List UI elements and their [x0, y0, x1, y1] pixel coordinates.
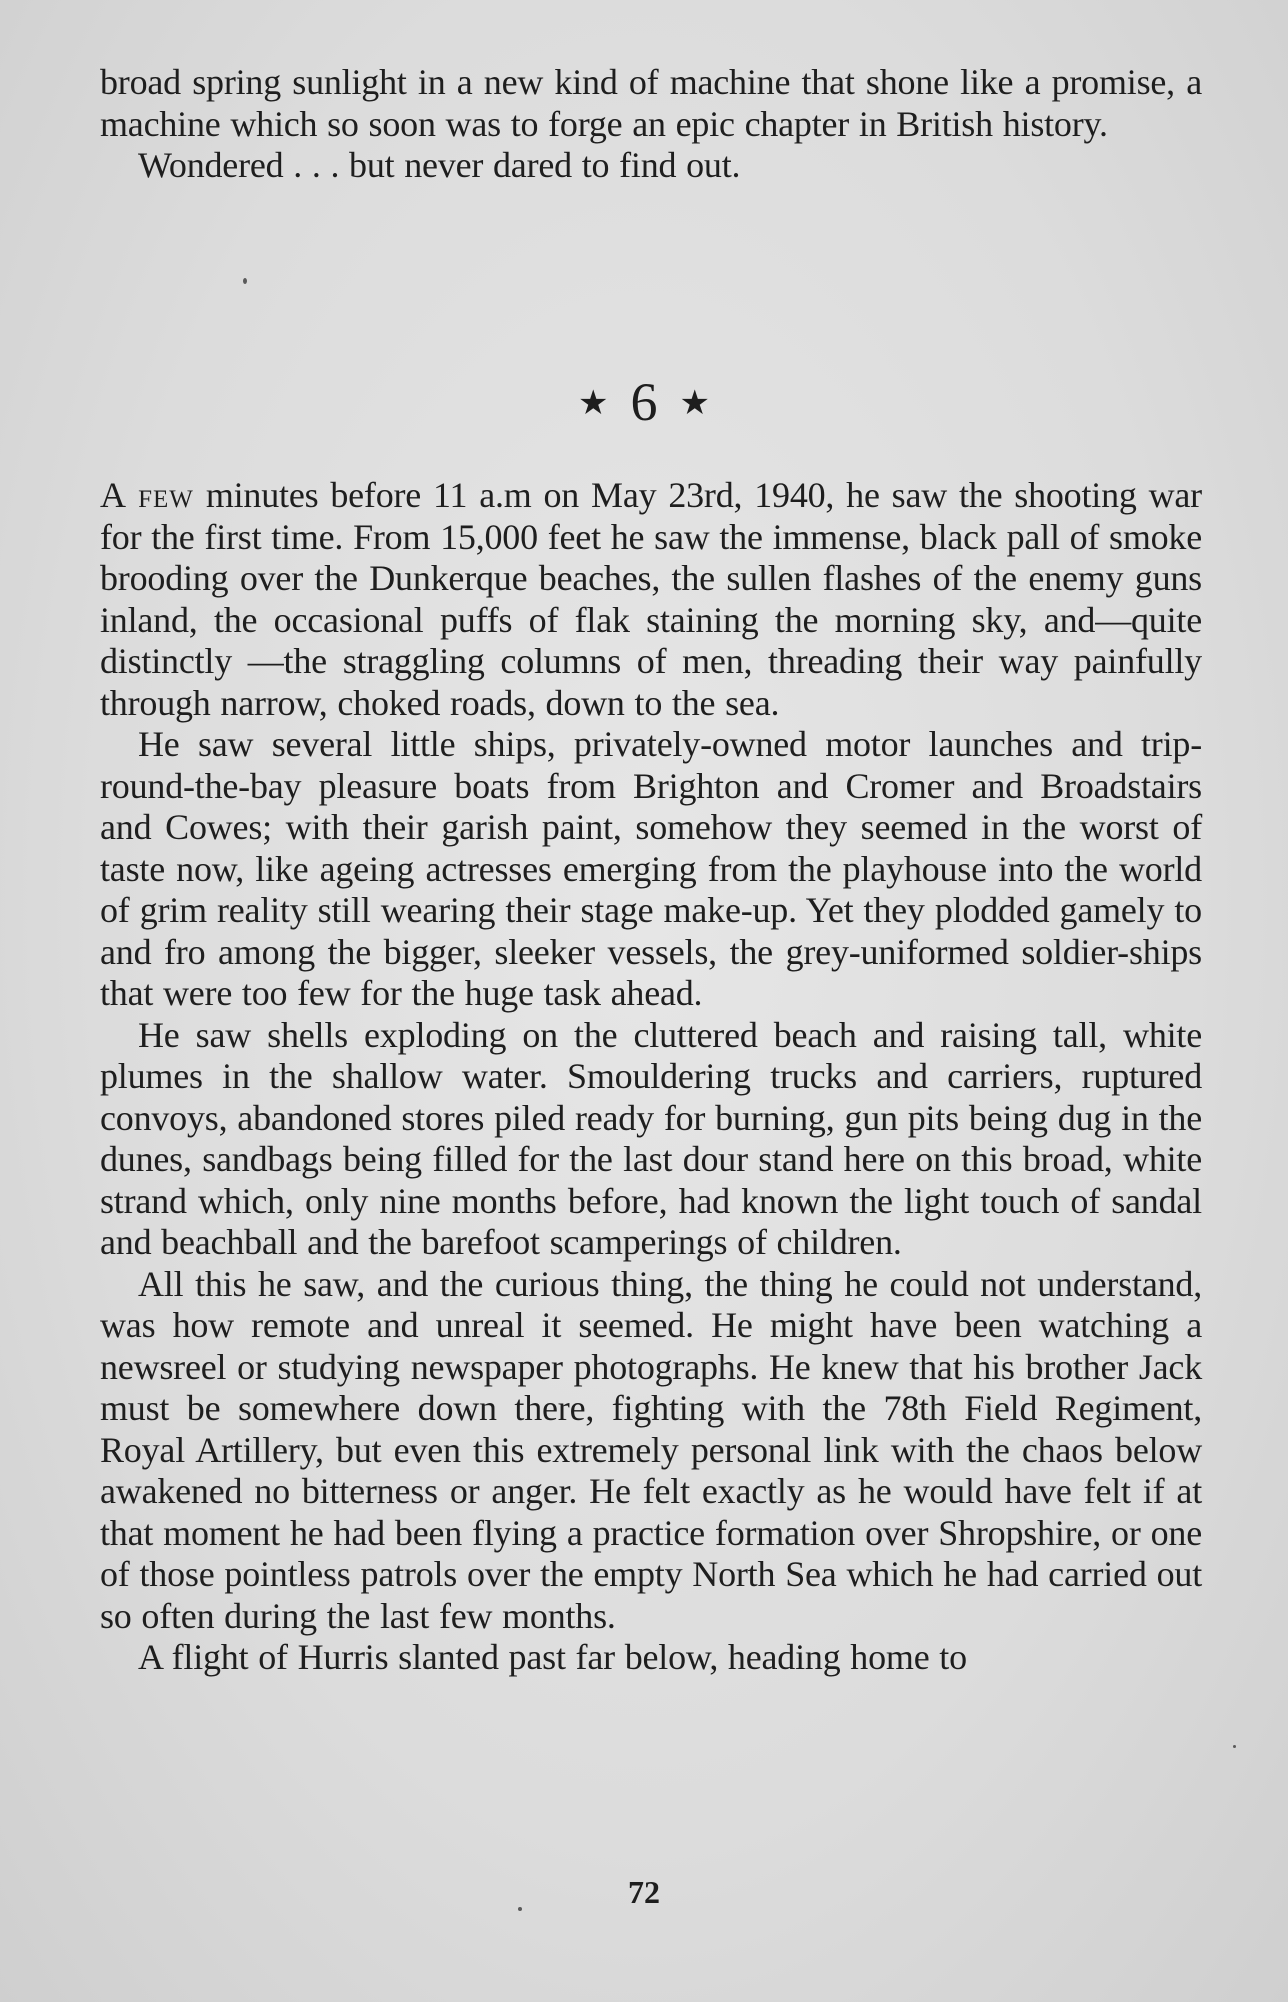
continued-text — [100, 62, 1202, 187]
star-ornament-left: ★ — [578, 385, 609, 422]
paper-speck — [518, 1907, 522, 1911]
paragraph-continued: broad spring sunlight in a new kind of machine that shone like a promise, a machine which so soon was to forge an epic chapter in British history. — [100, 62, 1202, 144]
paragraph-shells: He saw shells exploding on the cluttered beach and raising tall, white plumes in the shallow water. Smouldering trucks and carriers, ruptured convoys, abandoned stores piled ready for burning, gun pits being dug in the dunes, sandbags being filled for the last dour stand here on this broad, white strand which, only nine months before, had known the light touch of sandal and beachball and the barefoot scamperings of children. — [100, 1014, 1202, 1262]
paragraph-hurris: A flight of Hurris slanted past far below, heading home to — [138, 1637, 967, 1677]
star-ornament-right: ★ — [679, 385, 710, 422]
paragraph-wondered: Wondered . . . but never dared to find out. — [138, 145, 741, 185]
section-number: 6 — [630, 372, 658, 432]
paragraph-little-ships: He saw several little ships, privately-owned motor launches and trip-round-the-bay pleasure boats from Brighton and Cromer and Broadstairs and Cowes; with their garish paint, somehow they seemed in the worst of taste now, like ageing actresses emerging from the playhouse into the world of grim reality still wearing their stage make-up. Yet they plodded gamely to and fro among the bigger, sleeker vessels, the grey-uniformed soldier-ships that were too few for the huge task ahead. — [100, 724, 1202, 1013]
paper-speck — [243, 278, 247, 284]
paragraph-opening — [100, 475, 1202, 724]
lead-in-smallcaps: A few — [100, 475, 194, 515]
paper-speck — [1233, 1745, 1236, 1748]
paragraph-remote: All this he saw, and the curious thing, the thing he could not understand, was how remote and unreal it seemed. He might have been watching a newsreel or studying newspaper photographs. He knew that his brother Jack must be somewhere down there, fighting with the 78th Field Regiment, Royal Artillery, but even this extremely personal link with the chaos below awakened no bitterness or anger. He felt exactly as he would have felt if at that moment he had been flying a practice formation over Shropshire, or one of those pointless patrols over the empty North Sea which he had carried out so often during the last few months. — [100, 1263, 1202, 1636]
section-heading — [0, 372, 1288, 434]
opening-text: minutes before 11 a.m on May 23rd, 1940, he saw the shooting war for the first time. From 15,000 feet he saw the immense, black pall of smoke brooding over the Dunkerque beaches, the sullen flashes of the enemy guns inland, the occasional puffs of flak staining the morning sky, and—quite distinctly —the straggling columns of men, threading their way painfully through narrow, choked roads, down to the sea. — [100, 475, 1202, 723]
page-number: 72 — [628, 1874, 660, 1910]
section-body — [100, 475, 1202, 1679]
